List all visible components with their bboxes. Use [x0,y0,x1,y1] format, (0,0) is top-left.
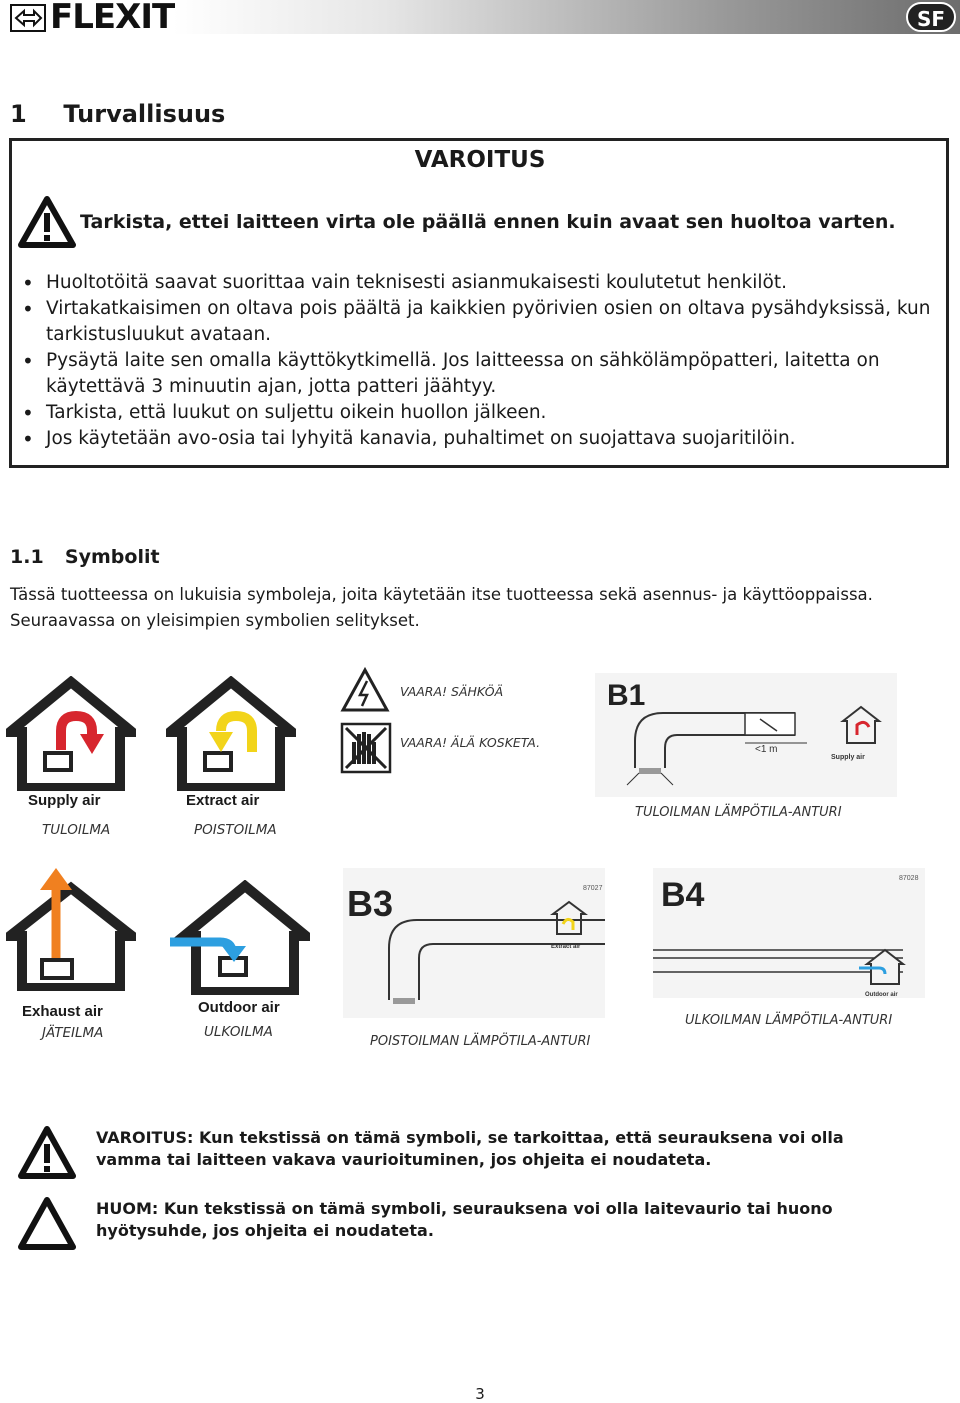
list-item: • Tarkista, että luukut on suljettu oikein huollon jälkeen. [22,400,932,426]
exhaust-air-house-icon [6,866,136,991]
warning-bullets [22,270,932,452]
extract-air-label: Extract air [186,792,260,809]
danger-electric-label: VAARA! SÄHKÖÄ [400,684,504,699]
b1-measure: <1 m [755,744,778,755]
b1-caption: TULOILMAN LÄMPÖTILA-ANTURI [635,805,842,820]
caution-note-label: HUOM: [96,1199,159,1218]
subsection-title-text: Symbolit [64,546,160,568]
section-number: 1 [10,100,27,128]
b3-label: B3 [347,883,394,924]
outdoor-air-label: Outdoor air [198,999,280,1016]
supply-air-fi-label: TULOILMA [42,822,111,838]
do-not-touch-icon [340,722,392,774]
list-item: • Huoltotöitä saavat suorittaa vain teknisesti asianmukaisesti koulutetut henkilöt. [22,270,932,296]
warning-note-icon [18,1126,76,1180]
b3-diagram [343,868,605,1018]
warning-triangle-icon [18,196,76,248]
b1-diagram [595,673,897,797]
b3-code: 87027 [583,885,603,892]
b3-house-caption: Extract air [551,944,581,950]
b4-code: 87028 [899,875,919,882]
supply-air-house-icon [6,676,136,791]
subsection-title [10,546,160,568]
brand-logo: FLEXIT [50,0,175,37]
extract-air-fi-label: POISTOILMA [194,822,277,838]
warning-lead: Tarkista, ettei laitteen virta ole päällä ennen kuin avaat sen huoltoa varten. [80,211,896,233]
exhaust-air-fi-label: JÄTEILMA [42,1025,104,1041]
outdoor-air-house-icon [170,880,310,995]
b4-house-caption: Outdoor air [865,992,898,998]
b1-house-caption: Supply air [831,754,865,761]
b4-caption: ULKOILMAN LÄMPÖTILA-ANTURI [685,1013,893,1028]
warning-note-label: VAROITUS: [96,1128,194,1147]
caution-note-text: Kun tekstissä on tämä symboli, seurauksena voi olla laitevaurio tai huono hyötysuhde, jos ohjeita ei noudateta. [96,1199,833,1240]
warning-title: VAROITUS [414,147,546,173]
list-item: • Pysäytä laite sen omalla käyttökytkimellä. Jos laitteessa on sähkölämpöpatteri, laitetta on käytettävä 3 minuutin ajan, jotta patteri jäähtyy. [22,348,932,400]
language-badge: SF [906,2,956,32]
intro-paragraph: Tässä tuotteessa on lukuisia symboleja, joita käytetään itse tuotteessa sekä asennus- ja käyttöoppaissa. Seuraavassa on yleisimpien symbolien selitykset. [10,585,873,630]
exhaust-air-label: Exhaust air [22,1003,103,1020]
list-item: • Virtakatkaisimen on oltava pois päältä ja kaikkien pyörivien osien on oltava pysähdyksissä, kun tarkistusluukut avataan. [22,296,932,348]
b4-diagram [653,868,925,998]
b3-caption: POISTOILMAN LÄMPÖTILA-ANTURI [370,1034,591,1049]
supply-air-label: Supply air [28,792,101,809]
caution-note [96,1198,876,1242]
section-title-text: Turvallisuus [63,100,226,128]
caution-note-icon [18,1197,76,1251]
extract-air-house-icon [166,676,296,791]
section-title [10,100,225,128]
outdoor-air-fi-label: ULKOILMA [204,1024,273,1040]
subsection-number: 1.1 [10,546,44,568]
flexit-logo-icon [10,4,46,32]
page-number: 3 [475,1385,485,1403]
warning-note [96,1127,876,1171]
electric-hazard-icon [340,667,390,713]
list-item: • Jos käytetään avo-osia tai lyhyitä kanavia, puhaltimet on suojattava suojaritilöin. [22,426,932,452]
do-not-touch-label: VAARA! ÄLÄ KOSKETA. [400,735,541,750]
b4-label: B4 [661,876,705,914]
b1-label: B1 [607,679,646,712]
warning-note-text: Kun tekstissä on tämä symboli, se tarkoittaa, että seurauksena voi olla vamma tai laitteen vakava vaurioituminen, jos ohjeita ei noudateta. [96,1128,844,1169]
